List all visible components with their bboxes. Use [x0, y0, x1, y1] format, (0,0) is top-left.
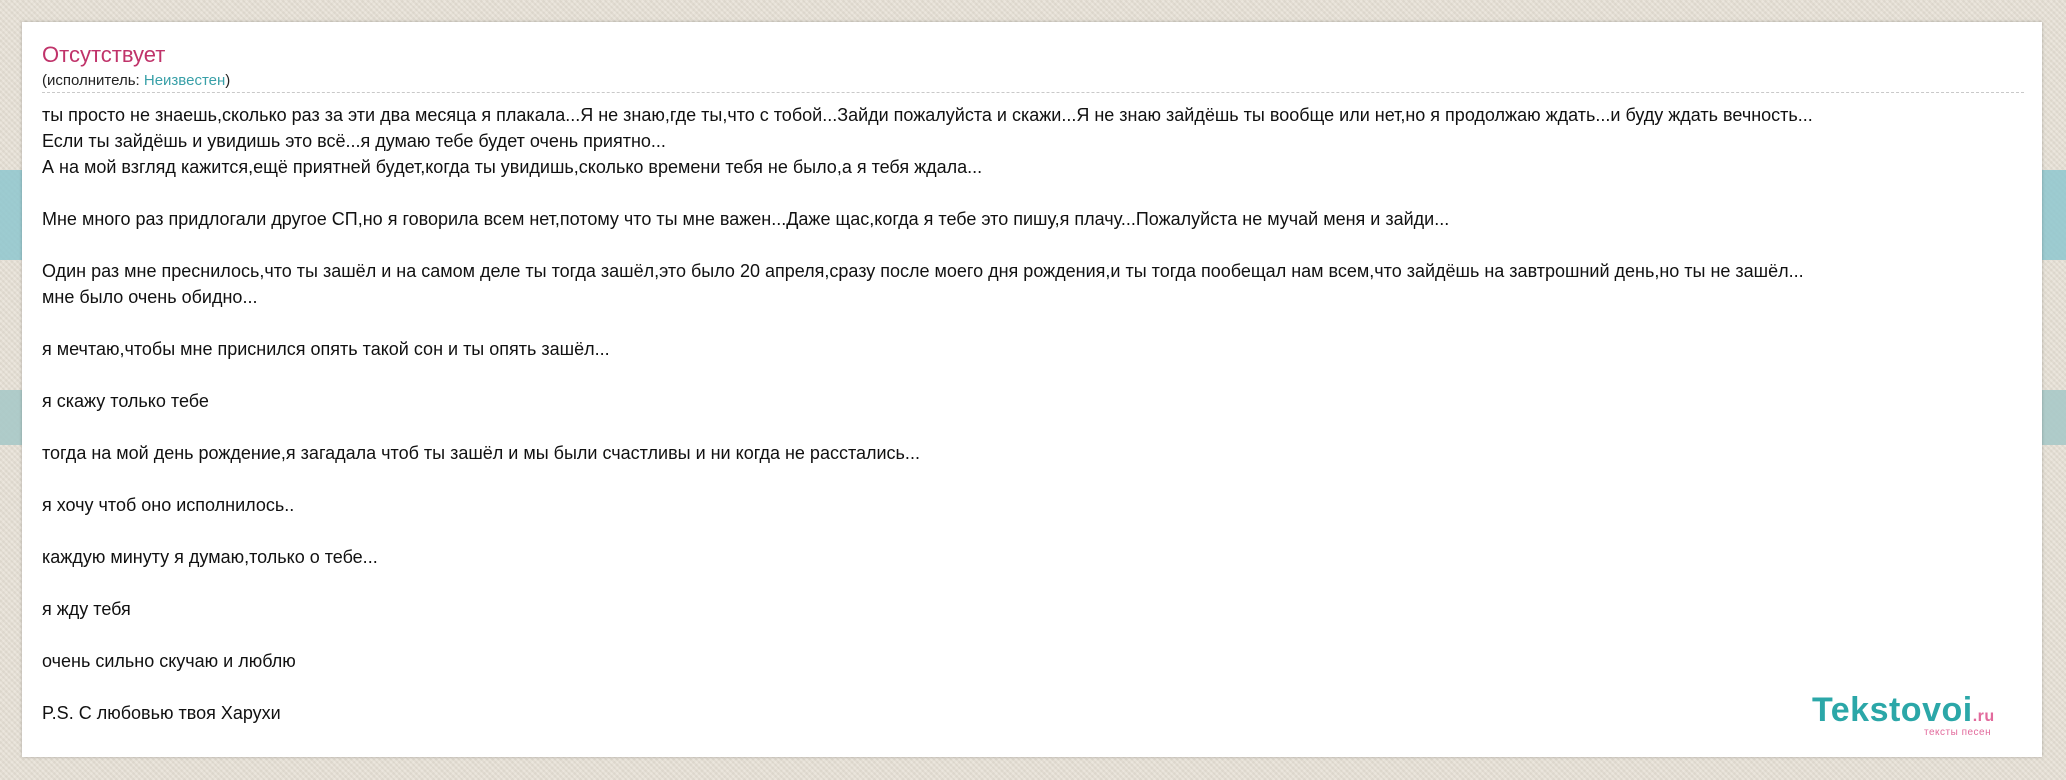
lyric-line: я хочу чтоб оно исполнилось.. — [42, 495, 295, 515]
lyric-line: Если ты зайдёшь и увидишь это всё...я думаю тебе будет очень приятно... — [42, 131, 666, 151]
lyric-line: очень сильно скучаю и люблю — [42, 651, 296, 671]
artist-line — [42, 72, 230, 90]
lyric-line: каждую минуту я думаю,только о тебе... — [42, 547, 378, 567]
lyric-line — [42, 362, 2032, 388]
lyrics-card — [22, 22, 2042, 757]
lyric-line — [42, 570, 2032, 596]
lyric-line: мне было очень обидно... — [42, 287, 258, 307]
artist-prefix: (исполнитель: — [42, 72, 144, 89]
title-divider — [42, 92, 2024, 93]
lyrics-text — [42, 102, 2032, 726]
lyric-line: я жду тебя — [42, 599, 131, 619]
lyric-line — [42, 414, 2032, 440]
lyric-line: P.S. С любовью твоя Харухи — [42, 703, 281, 723]
site-logo[interactable] — [1812, 690, 2037, 760]
lyric-line — [42, 180, 2032, 206]
lyric-line: тогда на мой день рождение,я загадала чтоб ты зашёл и мы были счастливы и ни когда не расстались... — [42, 443, 920, 463]
lyric-line: я скажу только тебе — [42, 391, 209, 411]
lyric-line — [42, 674, 2032, 700]
lyric-line: я мечтаю,чтобы мне приснился опять такой сон и ты опять зашёл... — [42, 339, 610, 359]
artist-link[interactable]: Неизвестен — [143, 72, 226, 89]
lyric-line: ты просто не знаешь,сколько раз за эти два месяца я плакала...Я не знаю,где ты,что с тобой...Зайди пожалуйста и скажи...Я не знаю зайдёшь ты вообще или нет,но я продолжаю ждать...и буду ждать вечность... — [42, 105, 1813, 125]
lyric-line — [42, 232, 2032, 258]
logo-tld: .ru — [1972, 708, 1995, 725]
lyric-line: А на мой взгляд кажится,ещё приятней будет,когда ты увидишь,сколько времени тебя не было,а я тебя ждала... — [42, 157, 983, 177]
lyric-line — [42, 466, 2032, 492]
logo-name: Tekstovoi — [1812, 691, 1973, 729]
lyric-line — [42, 622, 2032, 648]
lyric-line: Один раз мне преснилось,что ты зашёл и на самом деле ты тогда зашёл,это было 20 апреля,сразу после моего дня рождения,и ты тогда пообещал нам всем,что зайдёшь на завтрошний день,но ты не зашёл... — [42, 261, 1804, 281]
song-title: Отсутствует — [42, 42, 166, 67]
lyric-line — [42, 518, 2032, 544]
logo-tagline: тексты песен — [1924, 727, 1992, 738]
lyric-line: Мне много раз придлогали другое СП,но я говорила всем нет,потому что ты мне важен...Даже щас,когда я тебе это пишу,я плачу...Пожалуйста не мучай меня и зайди... — [42, 209, 1450, 229]
artist-suffix: ) — [225, 72, 231, 89]
lyric-line — [42, 310, 2032, 336]
